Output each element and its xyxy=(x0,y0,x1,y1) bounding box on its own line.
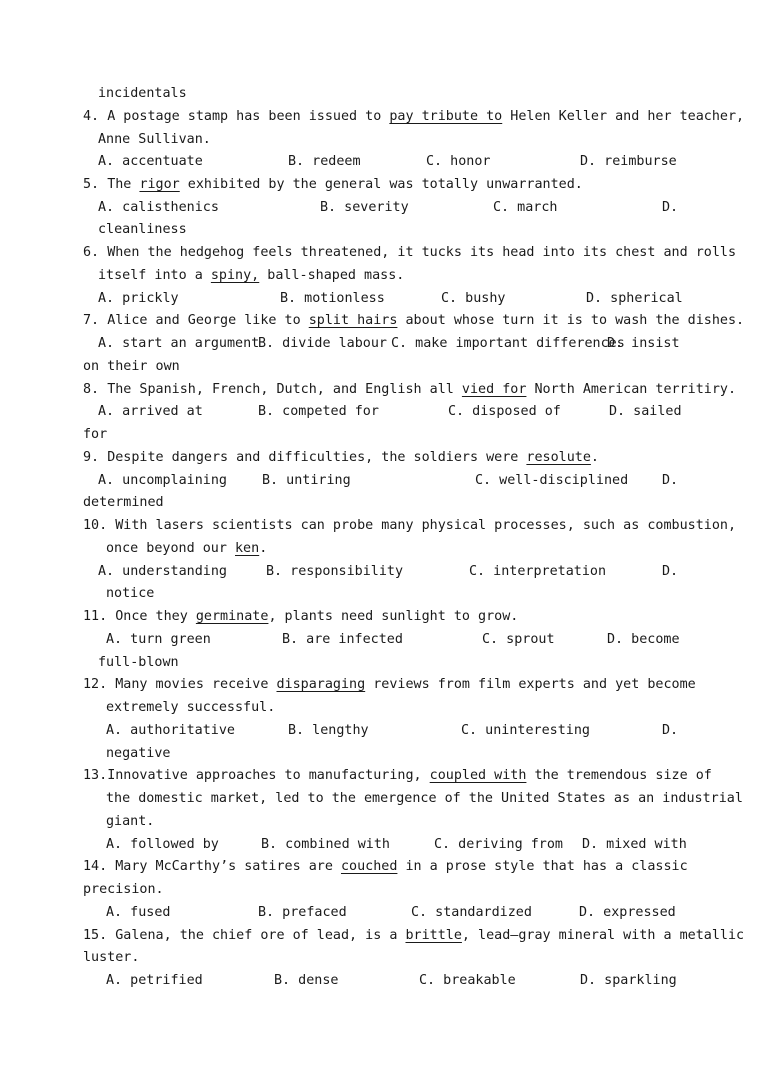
option-d: D. become xyxy=(607,632,680,647)
option-a: A. understanding xyxy=(98,564,227,579)
option-a: A. followed by xyxy=(106,837,219,852)
key-phrase: brittle xyxy=(405,928,462,943)
option-d: D. spherical xyxy=(586,291,683,306)
option-d-wrap: full-blown xyxy=(98,655,179,670)
key-phrase: vied for xyxy=(461,382,527,397)
option-d: D. xyxy=(662,473,679,488)
option-b: B. lengthy xyxy=(288,723,369,738)
option-c: C. interpretation xyxy=(469,564,607,579)
option-d: D. xyxy=(662,564,679,579)
option-d-wrap: negative xyxy=(106,746,171,761)
question-4-stem: 4. A postage stamp has been issued to pay tribute to Helen Keller and her teacher, xyxy=(83,109,745,124)
question-11-stem: 11. Once they germinate, plants need sunlight to grow. xyxy=(83,609,519,624)
option-c: C. disposed of xyxy=(448,404,561,419)
key-phrase: rigor xyxy=(139,177,180,192)
key-phrase: coupled with xyxy=(429,768,527,783)
question-7-stem: 7. Alice and George like to split hairs about whose turn it is to wash the dishes. xyxy=(83,313,745,328)
option-b: B. motionless xyxy=(280,291,385,306)
option-d: D. xyxy=(662,723,679,738)
option-b: B. redeem xyxy=(288,154,361,169)
option-b: B. dense xyxy=(274,973,339,988)
option-d-wrap: for xyxy=(83,427,108,442)
option-d: D. reimburse xyxy=(580,154,677,169)
key-phrase: disparaging xyxy=(276,677,366,692)
option-d: D. sailed xyxy=(609,404,682,419)
option-b: B. prefaced xyxy=(258,905,347,920)
option-b: B. competed for xyxy=(258,404,379,419)
continued-fragment: incidentals xyxy=(98,86,187,101)
option-c: C. make important differences xyxy=(391,336,625,351)
question-4-stem-cont: Anne Sullivan. xyxy=(98,132,211,147)
option-c: C. well-disciplined xyxy=(475,473,629,488)
option-b: B. severity xyxy=(320,200,409,215)
option-d: D. mixed with xyxy=(582,837,687,852)
option-c: C. march xyxy=(493,200,558,215)
option-b: B. responsibility xyxy=(266,564,404,579)
key-phrase: resolute xyxy=(526,450,591,465)
option-c: C. sprout xyxy=(482,632,555,647)
option-a: A. start an argument xyxy=(98,336,260,351)
option-c: C. uninteresting xyxy=(461,723,590,738)
option-c: C. deriving from xyxy=(434,837,563,852)
option-b: B. untiring xyxy=(262,473,351,488)
key-phrase: spiny, xyxy=(210,268,260,283)
question-5-stem: 5. The rigor exhibited by the general was totally unwarranted. xyxy=(83,177,583,192)
option-d: D. xyxy=(662,200,679,215)
option-a: A. calisthenics xyxy=(98,200,219,215)
option-c: C. bushy xyxy=(441,291,506,306)
option-d: D. expressed xyxy=(579,905,676,920)
option-b: B. combined with xyxy=(261,837,390,852)
option-c: C. honor xyxy=(426,154,491,169)
question-12-stem-cont: extremely successful. xyxy=(106,700,276,715)
option-a: A. prickly xyxy=(98,291,179,306)
question-13-stem-cont: giant. xyxy=(106,814,155,829)
option-a: A. petrified xyxy=(106,973,203,988)
option-a: A. accentuate xyxy=(98,154,203,169)
option-a: A. fused xyxy=(106,905,171,920)
option-a: A. turn green xyxy=(106,632,211,647)
key-phrase: ken xyxy=(235,541,260,556)
key-phrase: split hairs xyxy=(308,313,398,328)
question-6-stem-cont: itself into a spiny, ball-shaped mass. xyxy=(98,268,405,283)
key-phrase: germinate xyxy=(195,609,269,624)
option-a: A. authoritative xyxy=(106,723,235,738)
question-12-stem: 12. Many movies receive disparaging reviews from film experts and yet become xyxy=(83,677,696,692)
question-10-stem-cont: once beyond our ken. xyxy=(106,541,268,556)
option-d-wrap: cleanliness xyxy=(98,222,187,237)
question-10-stem: 10. With lasers scientists can probe many physical processes, such as combustion, xyxy=(83,518,737,533)
key-phrase: pay tribute to xyxy=(389,109,503,124)
option-b: B. divide labour xyxy=(258,336,387,351)
option-d: D. sparkling xyxy=(580,973,677,988)
question-13-stem-cont: the domestic market, led to the emergence of the United States as an industrial xyxy=(106,791,743,806)
key-phrase: couched xyxy=(340,859,398,874)
question-13-stem: 13.Innovative approaches to manufacturing, coupled with the tremendous size of xyxy=(83,768,712,783)
option-d-wrap: on their own xyxy=(83,359,180,374)
option-c: C. breakable xyxy=(419,973,516,988)
option-d-wrap: notice xyxy=(106,586,155,601)
question-9-stem: 9. Despite dangers and difficulties, the soldiers were resolute. xyxy=(83,450,599,465)
option-d-wrap: determined xyxy=(83,495,164,510)
question-6-stem: 6. When the hedgehog feels threatened, it tucks its head into its chest and rolls xyxy=(83,245,737,260)
option-a: A. arrived at xyxy=(98,404,203,419)
question-14-stem: 14. Mary McCarthy’s satires are couched in a prose style that has a classic xyxy=(83,859,688,874)
option-a: A. uncomplaining xyxy=(98,473,227,488)
question-14-stem-cont: precision. xyxy=(83,882,164,897)
question-15-stem: 15. Galena, the chief ore of lead, is a brittle, lead—gray mineral with a metallic xyxy=(83,928,745,943)
question-8-stem: 8. The Spanish, French, Dutch, and English all vied for North American territiry. xyxy=(83,382,737,397)
question-15-stem-cont: luster. xyxy=(83,950,140,965)
option-d: D. insist xyxy=(607,336,680,351)
option-c: C. standardized xyxy=(411,905,532,920)
option-b: B. are infected xyxy=(282,632,403,647)
